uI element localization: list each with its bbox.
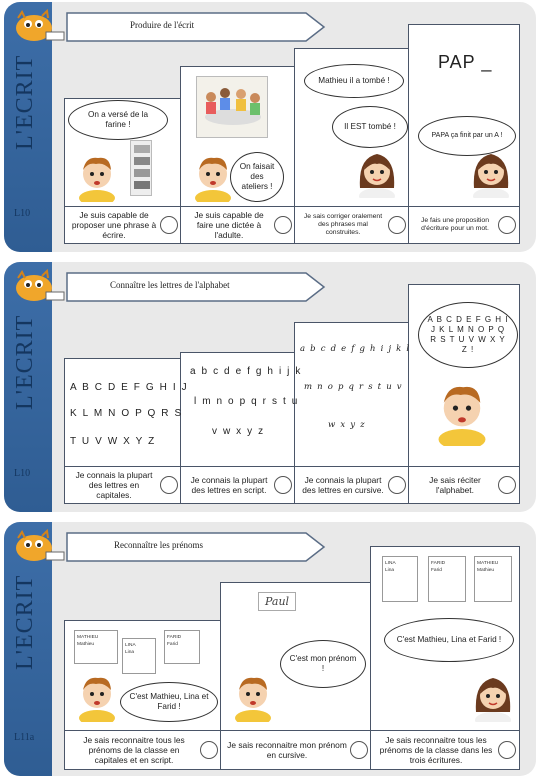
check-circle[interactable] <box>388 476 406 494</box>
banner <box>66 12 326 42</box>
caps-line: T U V W X Y Z <box>70 436 156 447</box>
check-circle[interactable] <box>160 216 178 234</box>
boy-icon <box>432 378 492 446</box>
name-card <box>428 556 466 602</box>
class-photo <box>196 76 268 138</box>
speech-bubble: C'est Mathieu, Lina et Farid ! <box>120 682 218 722</box>
check-circle[interactable] <box>388 216 406 234</box>
cursive-line: m n o p q r s t u v <box>304 382 403 392</box>
section-code: L11a <box>14 732 35 743</box>
script-line: v w x y z <box>212 426 265 437</box>
speech-bubble: Il EST tombé ! <box>332 106 408 148</box>
check-circle[interactable] <box>498 741 516 759</box>
name-card-caps: MATHIEU <box>77 635 99 640</box>
name-card-script: Mathieu <box>477 568 495 573</box>
name-card-script: Farid <box>167 642 178 647</box>
skill-box: Je sais reconnaitre mon prénom en cursive. <box>220 730 372 770</box>
girl-icon <box>470 672 516 722</box>
check-circle[interactable] <box>350 741 368 759</box>
name-card <box>74 630 118 664</box>
section-title: L'ECRIT <box>12 574 38 670</box>
name-card-caps: LINA <box>125 643 136 648</box>
check-circle[interactable] <box>498 476 516 494</box>
name-card-script: Lina <box>125 650 135 655</box>
script-line: a b c d e f g h i j k <box>190 366 302 377</box>
mascot-icon <box>10 268 68 304</box>
skill-box: Je connais la plupart des lettres en capitales. <box>64 466 182 504</box>
boy-icon <box>74 672 120 722</box>
banner-text: Connaître les lettres de l'alphabet <box>110 280 230 290</box>
script-line: l m n o p q r s t u <box>194 396 299 407</box>
cursive-name-card: Paul <box>258 592 296 611</box>
mascot-icon <box>10 8 68 44</box>
cursive-line: a b c d e f g h i j k l <box>300 344 411 354</box>
girl-icon <box>354 148 400 198</box>
name-card-caps: LINA <box>385 561 396 566</box>
check-circle[interactable] <box>274 216 292 234</box>
section-title: L'ECRIT <box>12 54 38 150</box>
speech-bubble: C'est Mathieu, Lina et Farid ! <box>384 618 514 662</box>
skill-box: Je suis capable de proposer une phrase à écrire. <box>64 206 182 244</box>
speech-bubble: C'est mon prénom ! <box>280 640 366 688</box>
name-card-script: Farid <box>431 568 442 573</box>
banner-text: Reconnaître les prénoms <box>114 540 203 550</box>
caps-line: K L M N O P Q R S <box>70 408 183 419</box>
section-code: L10 <box>14 208 31 219</box>
skill-box: Je connais la plupart des lettres en cursive. <box>294 466 410 504</box>
cursive-line: w x y z <box>328 420 366 430</box>
banner-text: Produire de l'écrit <box>130 20 195 30</box>
caps-line: A B C D E F G H I J <box>70 382 189 393</box>
section-alphabet <box>4 262 536 512</box>
name-card-caps: FARID <box>167 635 182 640</box>
check-circle[interactable] <box>498 216 516 234</box>
skill-box: Je suis capable de faire une dictée à l'adulte. <box>180 206 296 244</box>
speech-bubble: On faisait des ateliers ! <box>230 152 284 202</box>
skill-box: Je sais corriger oralement des phrases mal construites. <box>294 206 410 244</box>
check-circle[interactable] <box>274 476 292 494</box>
section-produire <box>4 2 536 252</box>
name-card <box>122 638 156 674</box>
name-card <box>474 556 512 602</box>
section-code: L10 <box>14 468 31 479</box>
speech-bubble: On a versé de la farine ! <box>68 100 168 140</box>
speech-bubble: Mathieu il a tombé ! <box>304 64 404 98</box>
speech-bubble: A B C D E F G H I J K L M N O P Q R S T U V W X Y Z ! <box>418 302 518 368</box>
name-card-script: Lina <box>385 568 395 573</box>
name-card <box>382 556 418 602</box>
skill-box: Je connais la plupart des lettres en script. <box>180 466 296 504</box>
name-card-script: Mathieu <box>77 642 95 647</box>
boy-icon <box>230 672 276 722</box>
speech-bubble: PAPA ça finit par un A ! <box>418 116 516 156</box>
check-circle[interactable] <box>200 741 218 759</box>
boy-icon <box>74 152 120 202</box>
name-card <box>164 630 200 664</box>
check-circle[interactable] <box>160 476 178 494</box>
name-card-caps: FARID <box>431 561 446 566</box>
skill-box: Je sais reconnaitre tous les prénoms de la classe dans les trois écritures. <box>370 730 520 770</box>
skill-box: Je sais réciter l'alphabet. <box>408 466 520 504</box>
pap-title: PAP _ <box>438 52 493 72</box>
recipe-photo <box>130 140 152 196</box>
mascot-icon <box>10 528 68 564</box>
skill-box: Je sais reconnaitre tous les prénoms de la classe en capitales et en script. <box>64 730 222 770</box>
skill-box: Je fais une proposition d'écriture pour un mot. <box>408 206 520 244</box>
name-card-caps: MATHIEU <box>477 561 499 566</box>
section-title: L'ECRIT <box>12 314 38 410</box>
section-prenoms <box>4 522 536 776</box>
